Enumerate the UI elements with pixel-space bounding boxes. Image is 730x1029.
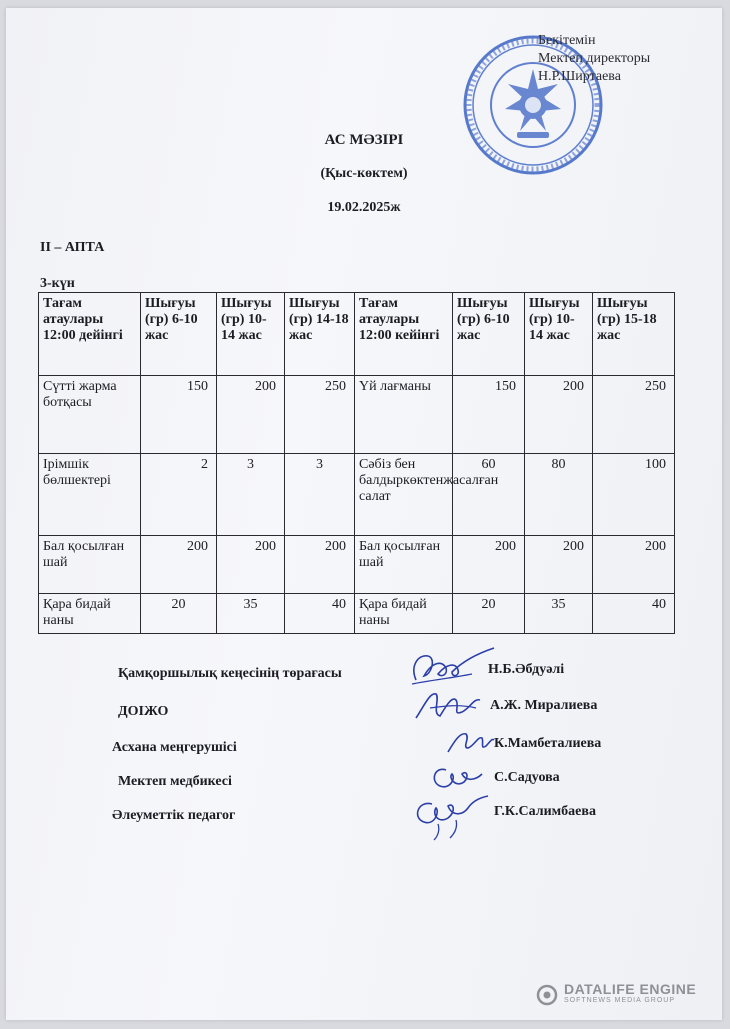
approval-title: Бекітемін	[538, 33, 596, 48]
signature-role: Мектеп медбикесі	[118, 774, 232, 789]
signature-scribble-icon	[408, 790, 492, 842]
table-header-cell: Шығуы (гр) 6-10 жас	[141, 293, 217, 376]
table-cell: Сүтті жарма ботқасы	[39, 376, 141, 454]
table-cell: 200	[217, 376, 285, 454]
menu-title: АС МӘЗІРІ	[324, 132, 404, 148]
table-cell: 20	[141, 594, 217, 634]
table-cell: Ірімшік бөлшектері	[39, 454, 141, 536]
menu-season: (Қыс-көктем)	[320, 166, 408, 181]
watermark	[536, 981, 697, 1006]
table-cell: 250	[285, 376, 355, 454]
table-header-cell: Шығуы (гр) 6-10 жас	[453, 293, 525, 376]
signature-role: Әлеуметтік педагог	[112, 808, 236, 823]
table-header-cell: Шығуы (гр) 10-14 жас	[217, 293, 285, 376]
table-cell: 200	[141, 536, 217, 594]
approval-position: Мектеп директоры	[538, 51, 651, 66]
signature-scribble-icon	[444, 724, 496, 758]
watermark-subtitle: SOFTNEWS MEDIA GROUP	[564, 997, 676, 1004]
table-cell: 200	[525, 376, 593, 454]
table-cell: 150	[141, 376, 217, 454]
table-cell: 60	[453, 454, 525, 536]
table-cell: 2	[141, 454, 217, 536]
signature-role: Қамқоршылық кеңесінің төрағасы	[118, 666, 342, 681]
datalife-logo-icon	[536, 984, 558, 1006]
table-cell: 200	[285, 536, 355, 594]
table-row	[39, 594, 675, 634]
table-cell: 35	[525, 594, 593, 634]
signature-scribble-icon	[402, 644, 498, 690]
table-cell: 3	[285, 454, 355, 536]
document-page	[6, 8, 722, 1020]
week-label: II – АПТА	[40, 240, 105, 255]
signature-name: А.Ж. Миралиева	[490, 698, 598, 713]
table-cell: Бал қосылған шай	[39, 536, 141, 594]
table-cell: 40	[593, 594, 675, 634]
table-cell: 200	[217, 536, 285, 594]
table-cell: Үй лағманы	[355, 376, 453, 454]
signature-name: С.Садуова	[494, 770, 560, 785]
table-row	[39, 536, 675, 594]
table-cell: 35	[217, 594, 285, 634]
menu-date: 19.02.2025ж	[327, 200, 401, 215]
table-cell: 3	[217, 454, 285, 536]
table-cell: 150	[453, 376, 525, 454]
signature-name: Г.К.Салимбаева	[494, 804, 596, 819]
table-row	[39, 454, 675, 536]
table-cell: 40	[285, 594, 355, 634]
table-header-cell: Шығуы (гр) 14-18 жас	[285, 293, 355, 376]
table-row	[39, 376, 675, 454]
day-label: 3-күн	[40, 276, 75, 291]
signature-role: ДОІЖО	[118, 704, 169, 719]
table-cell: Бал қосылған шай	[355, 536, 453, 594]
table-cell: Қара бидай наны	[39, 594, 141, 634]
table-cell: 250	[593, 376, 675, 454]
table-cell: Сәбіз бен балдыркөктенжасалған салат	[355, 454, 453, 536]
signature-name: Н.Б.Әбдуәлі	[488, 662, 565, 677]
table-header-cell: Шығуы (гр) 10-14 жас	[525, 293, 593, 376]
table-header-row	[39, 293, 675, 376]
menu-table	[38, 292, 675, 634]
table-cell: Қара бидай наны	[355, 594, 453, 634]
table-header-cell: Тағам атаулары 12:00 дейінгі	[39, 293, 141, 376]
signature-role: Асхана меңгерушісі	[112, 740, 237, 755]
approval-block	[538, 32, 650, 86]
table-header-cell: Тағам атаулары 12:00 кейінгі	[355, 293, 453, 376]
table-header-cell: Шығуы (гр) 15-18 жас	[593, 293, 675, 376]
table-cell: 80	[525, 454, 593, 536]
table-cell: 20	[453, 594, 525, 634]
table-cell: 100	[593, 454, 675, 536]
watermark-title: DATALIFE ENGINE	[564, 981, 697, 997]
signature-name: К.Мамбеталиева	[494, 736, 602, 751]
signature-scribble-icon	[410, 686, 490, 728]
table-cell: 200	[525, 536, 593, 594]
table-cell: 200	[593, 536, 675, 594]
table-cell: 200	[453, 536, 525, 594]
approval-name: Н.Р.Ширтаева	[538, 69, 621, 84]
